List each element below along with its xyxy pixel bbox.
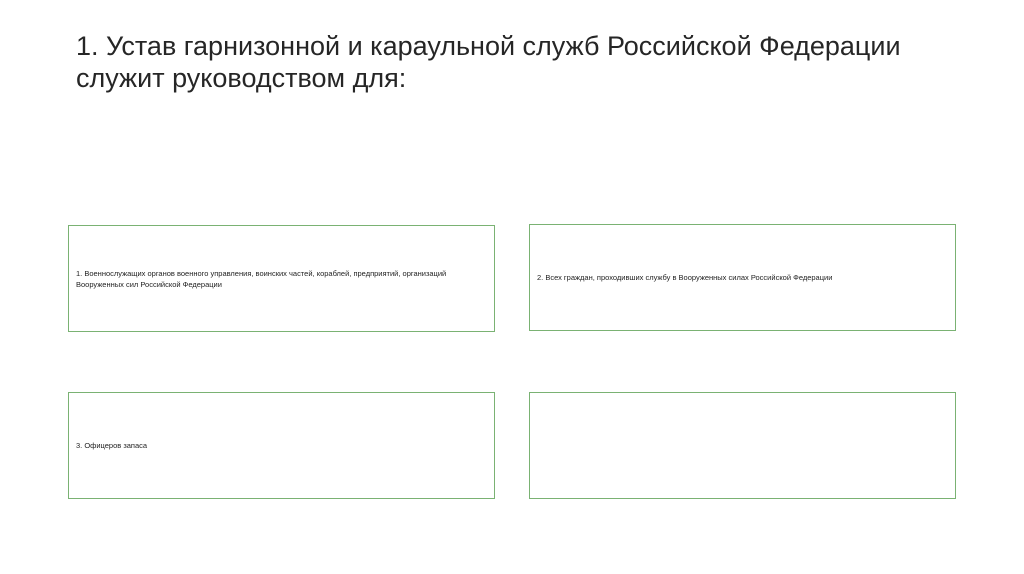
question-title: 1. Устав гарнизонной и караульной служб Российской Федерации служит руководством для: [76,31,901,93]
answer-option-2[interactable] [529,224,956,331]
answer-option-3[interactable] [68,392,495,499]
answer-option-1[interactable] [68,225,495,332]
answer-option-4[interactable] [529,392,956,499]
answer-option-3-label: 3. Офицеров запаса [76,441,148,450]
answer-option-1-label: 1. Военнослужащих органов военного управления, воинских частей, кораблей, предприятий, организаций Вооруженных сил Российской Федерации [76,268,447,289]
answer-option-2-label: 2. Всех граждан, проходивших службу в Вооруженных силах Российской Федерации [537,273,833,282]
